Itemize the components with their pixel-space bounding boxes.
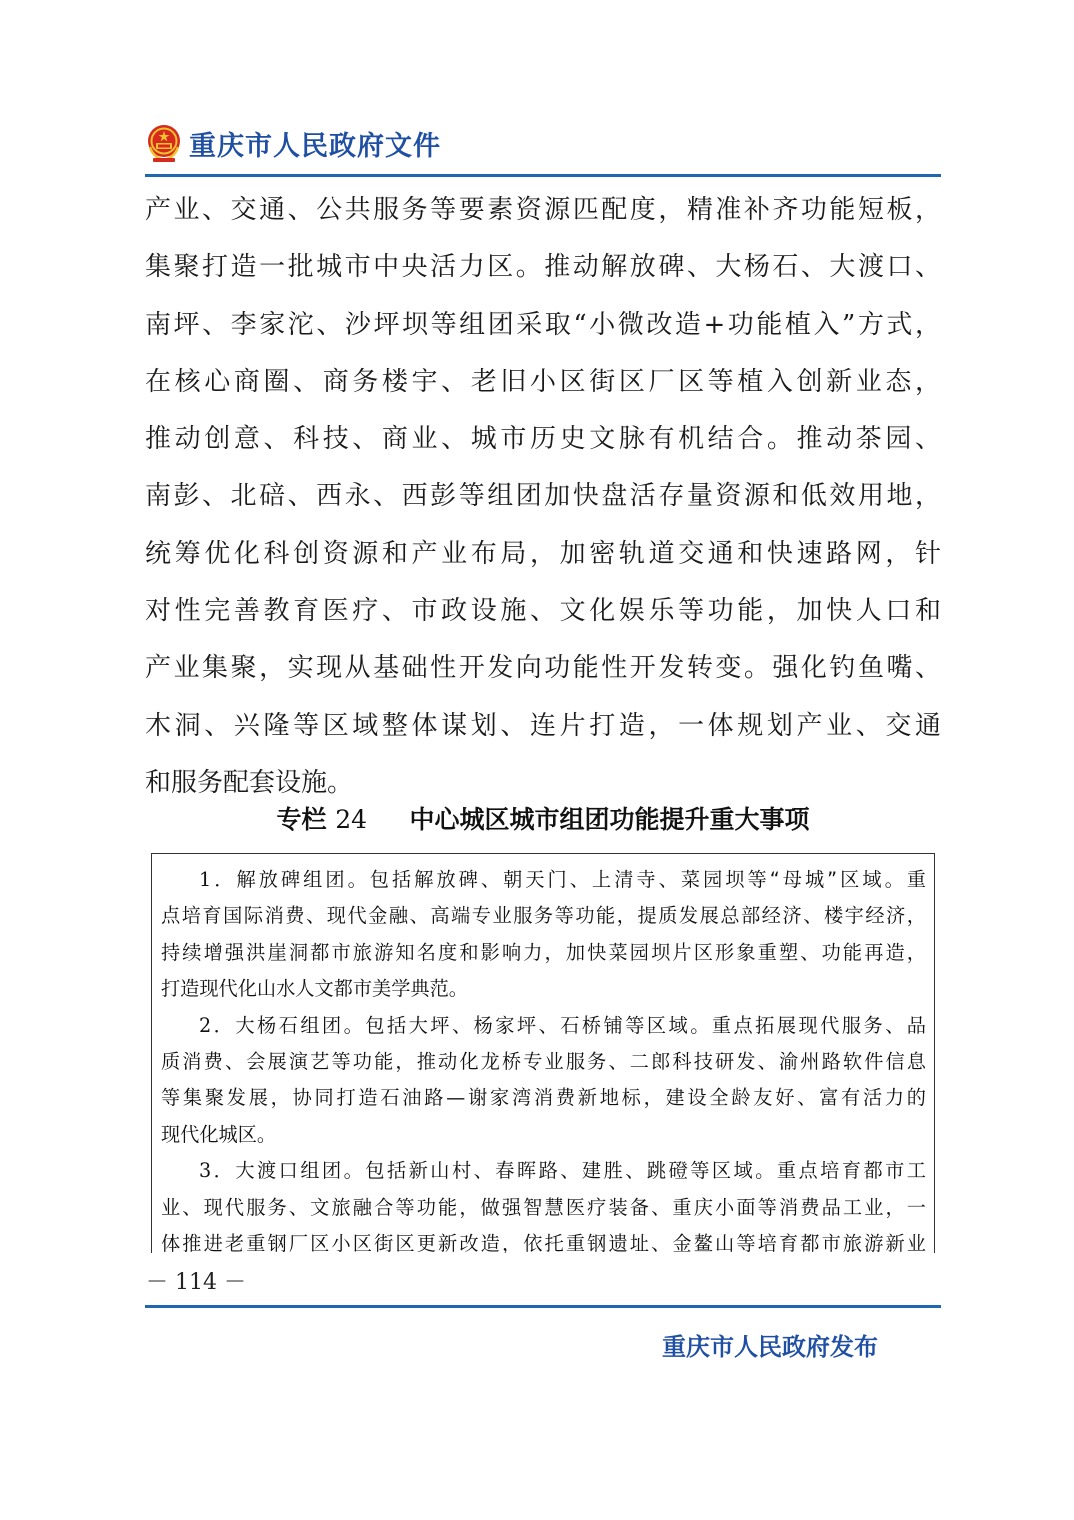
box-item-line: 业、现代服务、文旅融合等功能，做强智慧医疗装备、重庆小面等消费品工业，一 bbox=[161, 1195, 926, 1219]
box-item-line: 1．解放碑组团。包括解放碑、朝天门、上清寺、菜园坝等“母城”区域。重 bbox=[199, 868, 926, 891]
box-item-line: 打造现代化山水人文都市美学典范。 bbox=[161, 977, 468, 1001]
footer-divider bbox=[145, 1305, 941, 1308]
body-line: 统筹优化科创资源和产业布局，加密轨道交通和快速路网，针 bbox=[145, 538, 941, 569]
body-line: 南彭、北碚、西永、西彭等组团加快盘活存量资源和低效用地， bbox=[145, 481, 941, 512]
box-title-prefix: 专栏 bbox=[276, 805, 327, 834]
box-item-line: 等集聚发展，协同打造石油路—谢家湾消费新地标，建设全龄友好、富有活力的 bbox=[161, 1086, 926, 1110]
body-line: 南坪、李家沱、沙坪坝等组团采取“小微改造+功能植入”方式， bbox=[145, 309, 941, 340]
footer-publisher: 重庆市人民政府发布 bbox=[662, 1332, 878, 1361]
box-title-text: 中心城区城市组团功能提升重大事项 bbox=[409, 805, 810, 834]
box-item-line: 现代化城区。 bbox=[161, 1122, 277, 1146]
body-line: 产业、交通、公共服务等要素资源匹配度，精准补齐功能短板， bbox=[145, 195, 941, 225]
box-item-line: 点培育国际消费、现代金融、高端专业服务等功能，提质发展总部经济、楼宇经济， bbox=[161, 904, 926, 928]
box-item-line: 3．大渡口组团。包括新山村、春晖路、建胜、跳磴等区域。重点培育都市工 bbox=[199, 1159, 926, 1183]
box-item-number: 2． bbox=[199, 1013, 236, 1037]
national-emblem-icon bbox=[145, 123, 183, 163]
box-item-line: 体推进老重钢厂区小区街区更新改造，依托重钢遗址、金鳌山等培育都市旅游新业 bbox=[161, 1231, 926, 1253]
header-title: 重庆市人民政府文件 bbox=[189, 130, 441, 162]
box-title bbox=[145, 800, 941, 836]
body-line: 产业集聚，实现从基础性开发向功能性开发转变。强化钓鱼嘴、 bbox=[145, 653, 941, 684]
page-number: － 114 － bbox=[146, 1270, 246, 1295]
box-item-line: 持续增强洪崖洞都市旅游知名度和影响力，加快菜园坝片区形象重塑、功能再造， bbox=[161, 940, 926, 964]
body-line: 对性完善教育医疗、市政设施、文化娱乐等功能，加快人口和 bbox=[145, 596, 941, 627]
box-item-line: 质消费、会展演艺等功能，推动化龙桥专业服务、二郎科技研发、渝州路软件信息 bbox=[161, 1049, 926, 1073]
body-paragraph bbox=[145, 182, 941, 812]
box-item-line: 2．大杨石组团。包括大坪、杨家坪、石桥铺等区域。重点拓展现代服务、品 bbox=[199, 1013, 926, 1037]
body-line: 推动创意、科技、商业、城市历史文脉有机结合。推动茶园、 bbox=[145, 424, 941, 455]
body-line: 和服务配套设施。 bbox=[145, 767, 354, 798]
box-title-number: 24 bbox=[335, 805, 368, 834]
header-divider bbox=[145, 174, 941, 177]
body-line: 木洞、兴隆等区域整体谋划、连片打造，一体规划产业、交通 bbox=[145, 710, 941, 741]
feature-box bbox=[151, 853, 935, 1253]
box-item-number: 3． bbox=[199, 1159, 236, 1183]
box-item-number: 1． bbox=[199, 868, 237, 891]
body-line: 在核心商圈、商务楼宇、老旧小区街区厂区等植入创新业态， bbox=[145, 366, 941, 397]
body-line: 集聚打造一批城市中央活力区。推动解放碑、大杨石、大渡口、 bbox=[145, 252, 941, 283]
document-header bbox=[145, 120, 441, 166]
